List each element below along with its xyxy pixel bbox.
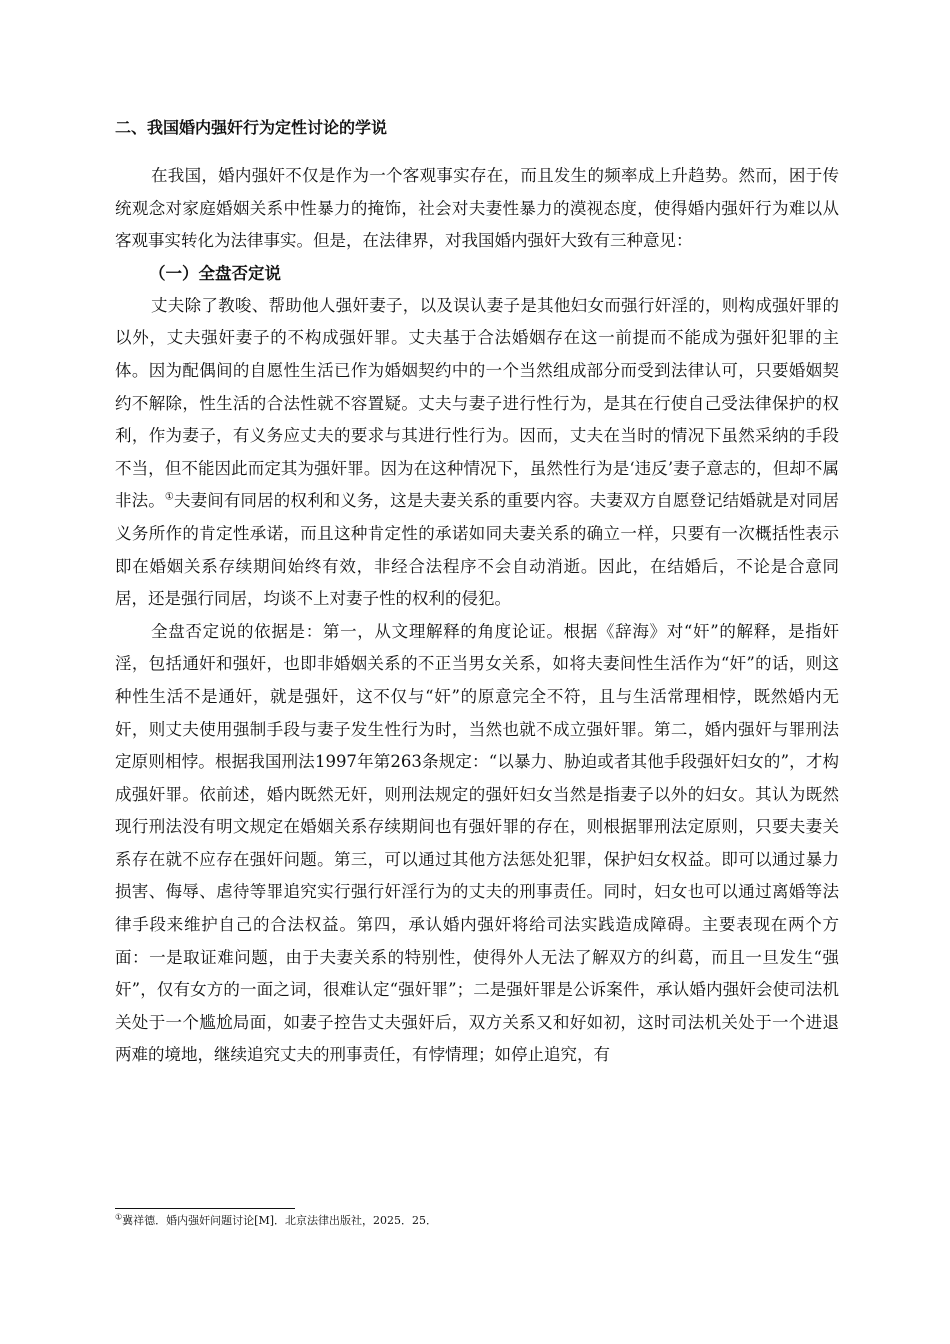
document-body (115, 110, 839, 1072)
footnote-reference[interactable]: ① (164, 491, 174, 503)
paragraph-text-part1: 丈夫除了教唆、帮助他人强奸妻子，以及误认妻子是其他妇女而强行奸淫的，则构成强奸罪的以外，丈夫强奸妻子的不构成强奸罪。丈夫基于合法婚姻存在这一前提而不能成为强奸犯罪的主体。因为配偶间的自愿性生活已作为婚姻契约中的一个当然组成部分而受到法律认可，只要婚姻契约不解除，性生活的合法性就不容置疑。丈夫与妻子进行性行为，是其在行使自己受法律保护的权利，作为妻子，有义务应丈夫的要求与其进行性行为。因而，丈夫在当时的情况下虽然采纳的手段不当，但不能因此而定其为强奸罪。因为在这种情况下，虽然性行为是‘违反’妻子意志的，但却不属非法。 (115, 295, 839, 511)
intro-paragraph: 在我国，婚内强奸不仅是作为一个客观事实存在，而且发生的频率成上升趋势。然而，困于传统观念对家庭婚姻关系中性暴力的掩饰，社会对夫妻性暴力的漠视态度，使得婚内强奸行为难以从客观事实转化为法律事实。但是，在法律界，对我国婚内强奸大致有三种意见： (115, 166, 839, 251)
footnote-text: 冀祥德．婚内强奸问题讨论[M]．北京法律出版社，2025．25． (122, 1214, 438, 1227)
paragraph-text-part2: 夫妻间有同居的权利和义务，这是夫妻关系的重要内容。夫妻双方自愿登记结婚就是对同居义务所作的肯定性承诺，而且这种肯定性的承诺如同夫妻关系的确立一样，只要有一次概括性表示即在婚姻关系存续期间始终有效，非经合法程序不会自动消逝。因此，在结婚后，不论是合意同居，还是强行同居，均谈不上对妻子性的权利的侵犯。 (115, 491, 840, 609)
paragraph-husband-rights (115, 290, 839, 616)
footnote (115, 1212, 839, 1230)
paragraph-basis: 全盘否定说的依据是：第一，从文理解释的角度论证。根据《辞海》对“奸”的解释，是指奸淫，包括通奸和强奸，也即非婚姻关系的不正当男女关系，如将夫妻间性生活作为“奸”的话，则这种性生活不是通奸，就是强奸，这不仅与“奸”的原意完全不符，且与生活常理相悖，既然婚内无奸，则丈夫使用强制手段与妻子发生性行为时，当然也就不成立强奸罪。第二，婚内强奸与罪刑法定原则相悖。根据我国刑法1997年第263条规定：“以暴力、胁迫或者其他手段强奸妇女的”，才构成强奸罪。依前述，婚内既然无奸，则刑法规定的强奸妇女当然是指妻子以外的妇女。其认为既然现行刑法没有明文规定在婚姻关系存续期间也有强奸罪的存在，则根据罪刑法定原则，只要夫妻关系存在就不应存在强奸问题。第三，可以通过其他方法惩处犯罪，保护妇女权益。即可以通过暴力损害、侮辱、虐待等罪追究实行强行奸淫行为的丈夫的刑事责任。同时，妇女也可以通过离婚等法律手段来维护自己的合法权益。第四，承认婚内强奸将给司法实践造成障碍。主要表现在两个方面：一是取证难问题，由于夫妻关系的特别性，使得外人无法了解双方的纠葛，而且一旦发生“强奸”，仅有女方的一面之词，很难认定“强奸罪”；二是强奸罪是公诉案件，承认婚内强奸会使司法机关处于一个尴尬局面，如妻子控告丈夫强奸后，双方关系又和好如初，这时司法机关处于一个进退两难的境地，继续追究丈夫的刑事责任，有悖情理；如停止追究，有 (115, 621, 839, 1065)
section-heading: 二、我国婚内强奸行为定性讨论的学说 (115, 118, 388, 137)
subsection-heading: （一）全盘否定说 (149, 263, 281, 283)
footnote-mark: ① (115, 1212, 123, 1222)
footnote-divider (115, 1208, 295, 1209)
